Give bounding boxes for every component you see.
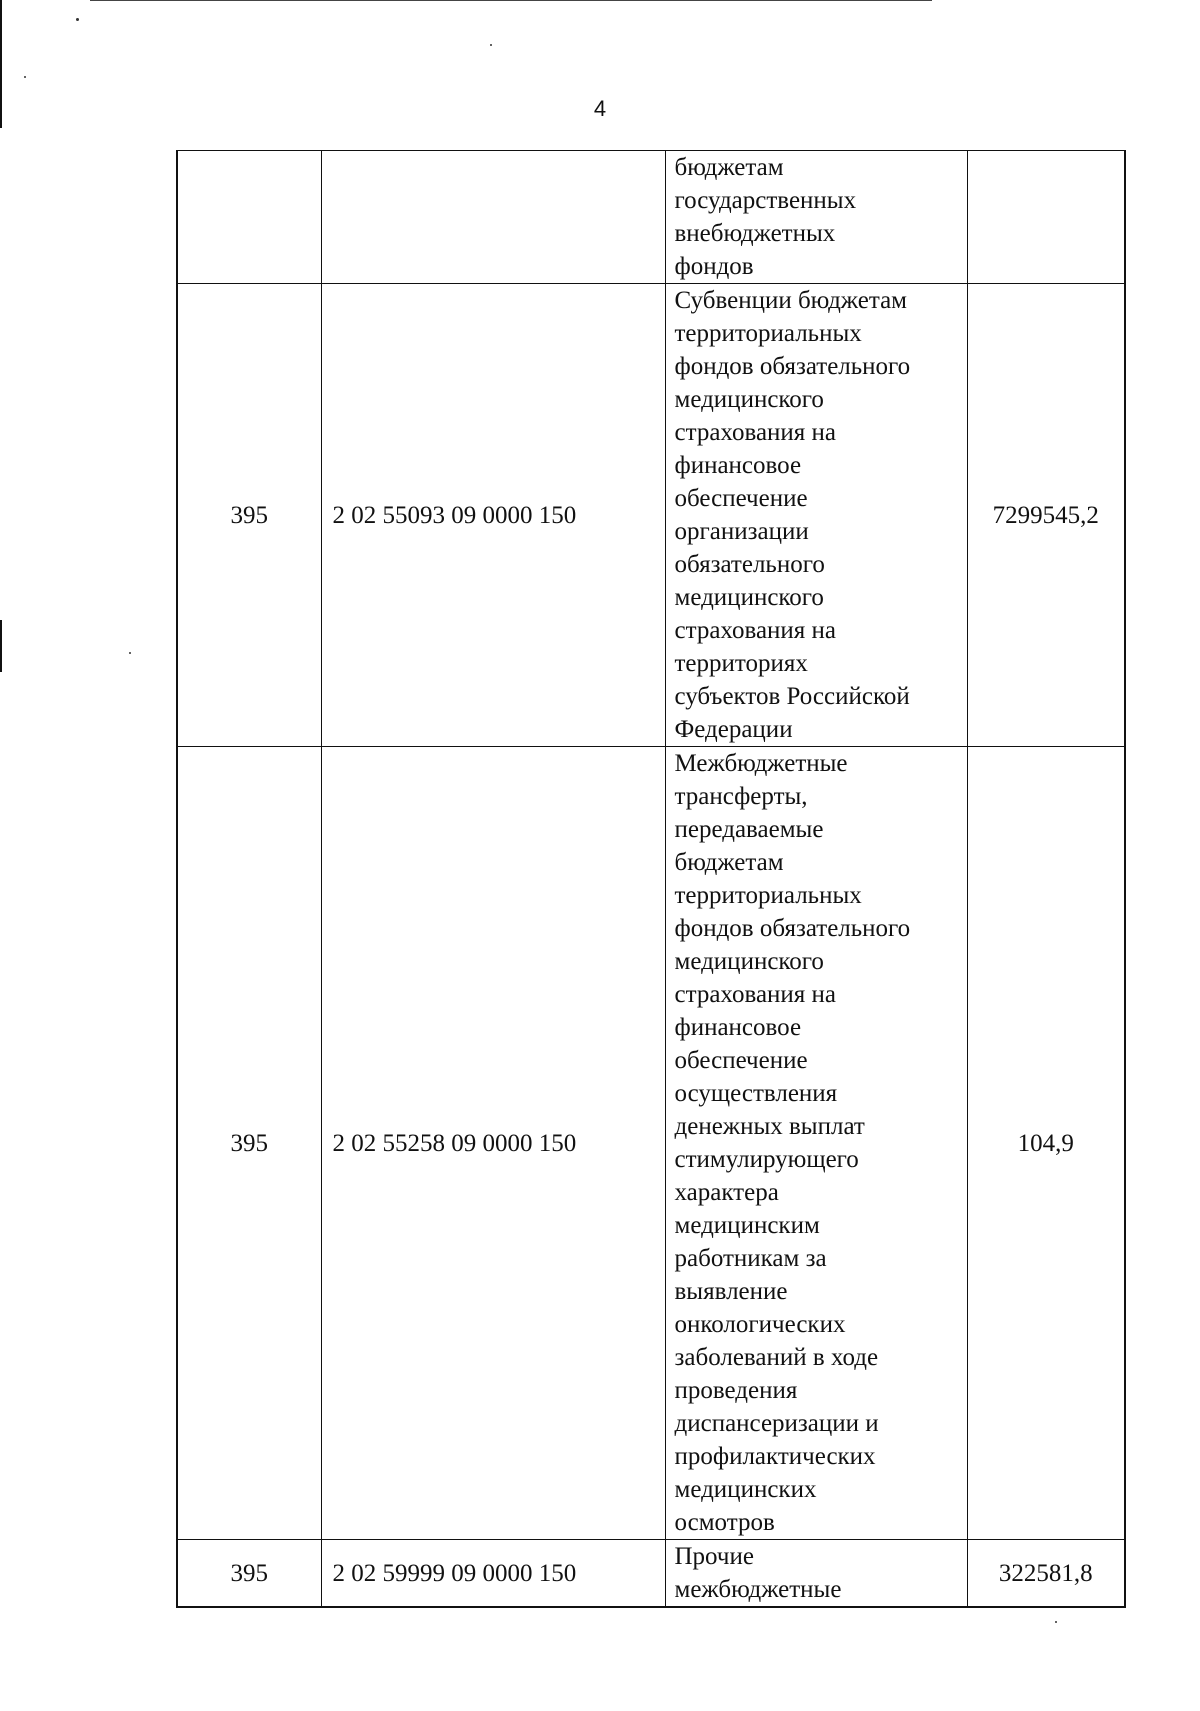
amount-cell: 7299545,2 [967,284,1125,747]
admin-code-cell: 395 [177,284,321,747]
scan-edge-line-left [0,620,2,672]
amount-cell: 104,9 [967,747,1125,1540]
budget-code-cell: 2 02 55258 09 0000 150 [321,747,665,1540]
budget-revenue-table [176,150,1126,1608]
income-name-cell: Прочие межбюджетные [665,1540,967,1608]
income-name-cell: Субвенции бюджетам территориальных фондов обязательного медицинского страхования на финансовое обеспечение организации обязательного медицинского страхования на территориях субъектов Российской Федерации [665,284,967,747]
admin-code-cell [177,151,321,284]
budget-code-cell [321,151,665,284]
page-number: 4 [593,96,607,121]
amount-cell [967,151,1125,284]
income-name-cell: Межбюджетные трансферты, передаваемые бюджетам территориальных фондов обязательного медицинского страхования на финансовое обеспечение осуществления денежных выплат стимулирующего характера медицинским работникам за выявление онкологических заболеваний в ходе проведения диспансеризации и профилактических медицинских осмотров [665,747,967,1540]
scan-edge-line-top [90,0,932,1]
table-row [177,747,1125,1540]
scan-speck [24,76,26,78]
budget-code-cell: 2 02 59999 09 0000 150 [321,1540,665,1608]
income-name-cell: бюджетам государственных внебюджетных фондов [665,151,967,284]
table-row [177,1540,1125,1608]
scan-speck [76,18,79,21]
scan-speck [1055,1621,1057,1623]
admin-code-cell: 395 [177,747,321,1540]
scan-speck [129,652,131,654]
amount-cell: 322581,8 [967,1540,1125,1608]
admin-code-cell: 395 [177,1540,321,1608]
table-row [177,284,1125,747]
budget-code-cell: 2 02 55093 09 0000 150 [321,284,665,747]
table-row [177,151,1125,284]
scan-speck [490,44,492,46]
